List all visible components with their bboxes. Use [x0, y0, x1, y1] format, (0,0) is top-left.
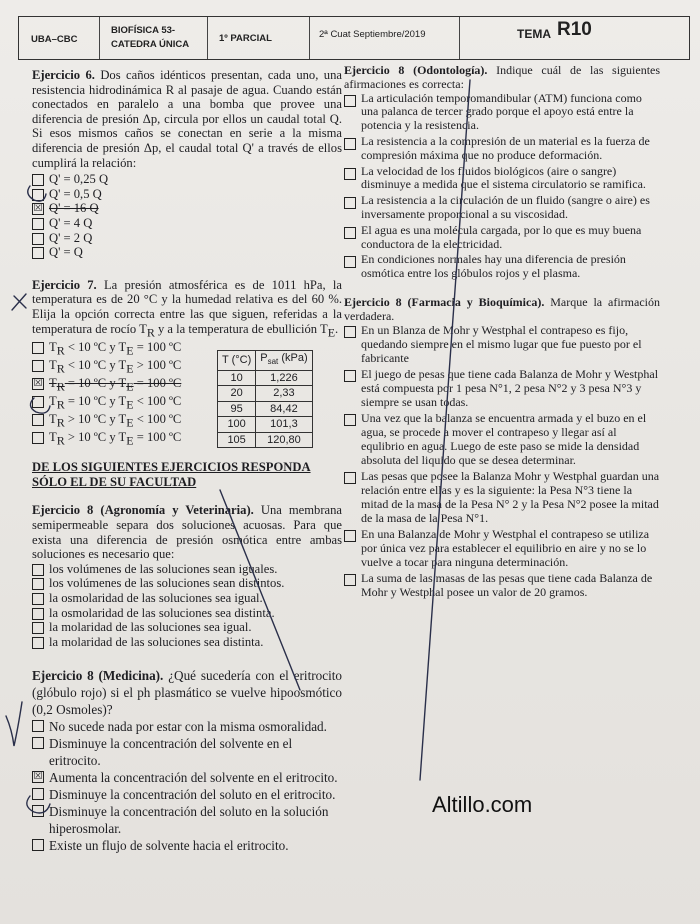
option[interactable] — [32, 803, 342, 837]
option-label: No sucede nada por estar con la misma osmoralidad. — [49, 719, 327, 735]
exercise-statement — [344, 64, 660, 92]
exercise-8-medicina — [32, 667, 342, 854]
checkbox-marked[interactable]: ☒ — [33, 771, 43, 783]
option-label: Disminuye la concentración del soluto en la solución hiperosmolar. — [49, 804, 329, 837]
checkbox[interactable] — [344, 326, 356, 338]
checkbox[interactable] — [32, 189, 44, 201]
checkbox[interactable] — [32, 360, 44, 372]
option-label: La articulación temporomandibular (ATM) funciona como una palanca de tercer grado porque el apoyo está entre la potencia y la resistencia. — [361, 90, 642, 133]
checkbox[interactable] — [344, 227, 356, 239]
table-cell: 101,3 — [256, 417, 312, 433]
option-label: $T_R > 10$ ºC y $T_E = 100$ ºC — [49, 430, 182, 448]
option-label: Disminuye la concentración del soluto en el eritrocito. — [49, 787, 336, 803]
checkbox[interactable] — [32, 737, 44, 749]
option-label: $T_R < 10$ ºC y $T_E > 100$ ºC — [49, 357, 182, 376]
checkbox[interactable] — [32, 564, 44, 576]
checkbox-marked[interactable]: ☒ — [33, 377, 43, 389]
option[interactable] — [32, 576, 342, 591]
option[interactable] — [32, 430, 202, 448]
watermark-logo: Altillo.com — [432, 792, 533, 817]
option[interactable] — [32, 635, 342, 650]
checkbox[interactable] — [32, 637, 44, 649]
option[interactable] — [32, 394, 202, 412]
checkbox[interactable] — [344, 256, 356, 268]
option-label: Existe un flujo de solvente hacia el eritrocito. — [49, 838, 289, 854]
option[interactable] — [344, 469, 660, 525]
option[interactable] — [32, 412, 202, 430]
checkbox[interactable] — [344, 472, 356, 484]
option[interactable] — [344, 224, 660, 252]
exam-header — [18, 16, 690, 60]
option-label: Q' = Q — [49, 245, 83, 260]
checkbox[interactable] — [32, 805, 44, 817]
exercise-text: . — [335, 321, 339, 336]
option[interactable] — [32, 562, 342, 577]
header-catedra: CATEDRA ÚNICA — [111, 39, 190, 50]
checkbox[interactable] — [32, 608, 44, 620]
option[interactable] — [32, 231, 342, 246]
header-tema-label: TEMA — [517, 27, 551, 41]
option[interactable] — [32, 340, 202, 358]
exercise-statement — [32, 667, 342, 718]
option[interactable] — [344, 92, 660, 133]
table-cell: 2,33 — [256, 386, 312, 402]
option[interactable] — [32, 216, 342, 231]
option-label: La suma de las masas de las pesas que tiene cada Balanza de Mohr y Westphal posee un valor de 20 gramos. — [361, 570, 653, 599]
checkbox[interactable] — [32, 174, 44, 186]
exercise-statement — [344, 295, 660, 323]
checkbox[interactable] — [32, 720, 44, 732]
option[interactable] — [344, 135, 660, 163]
checkbox[interactable] — [344, 138, 356, 150]
exercise-statement — [32, 503, 342, 561]
exercise-6 — [32, 68, 342, 260]
option-label: En condiciones normales hay una diferencia de presión osmótica entre los glóbulos rojos y el plasma. — [361, 252, 626, 281]
pen-check-mark — [6, 702, 22, 746]
option-label: En un Blanza de Mohr y Westphal el contrapeso es fijo, quedando siempre en el mismo lugar que fue puesto por el fabricante — [361, 322, 642, 365]
checkbox[interactable] — [32, 788, 44, 800]
pen-cross-mark — [12, 294, 26, 310]
option-label: La velocidad de los fluidos biológicos (aire o sangre) disminuye a medida que el sistema circulatorio se ramifica. — [361, 163, 646, 192]
checkbox[interactable] — [32, 396, 44, 408]
table-row — [218, 370, 313, 386]
exercise-7-options — [32, 340, 202, 449]
option-label: los volúmenes de las soluciones sean iguales. — [49, 561, 278, 576]
option-label: la molaridad de las soluciones sea distinta. — [49, 634, 264, 649]
option[interactable] — [32, 591, 342, 606]
option-label: $T_R > 10$ ºC y $T_E < 100$ ºC — [49, 412, 182, 430]
table-header: $P_{sat}$ (kPa) — [256, 350, 312, 370]
exercise-text: La presión atmosférica es de 1011 hPa, la temperatura es de 20 °C y la humedad relativa es del 60 %. Elija la opción correcta entre las que siguen, referidas a la temperatura de rocío T — [32, 277, 342, 336]
exercise-7 — [32, 278, 342, 449]
option[interactable] — [344, 571, 660, 599]
exercise-text: Indique cuál de las siguientes afirmaciones es correcta: — [344, 63, 661, 91]
table-cell: 10 — [218, 370, 256, 386]
subscript: R — [146, 325, 155, 340]
option-label: Las pesas que posee la Balanza Mohr y Westphal guardan una relación entre ellas y es la siguiente: la Pesa N°3 tiene la mitad de la masa de la Pesa N° 2 y la Pesa N°2 posee la mitad de la masa de la Pesa N°1. — [361, 468, 660, 525]
checkbox[interactable] — [32, 218, 44, 230]
checkbox[interactable] — [32, 233, 44, 245]
exercise-8-odontologia — [344, 64, 660, 281]
table-cell: 20 — [218, 386, 256, 402]
table-row — [218, 386, 313, 402]
option[interactable] — [32, 172, 342, 187]
table-cell: 84,42 — [256, 401, 312, 417]
checkbox[interactable] — [32, 414, 44, 426]
table-cell: 105 — [218, 432, 256, 448]
header-university: UBA–CBC — [31, 34, 78, 45]
checkbox[interactable] — [344, 530, 356, 542]
option[interactable] — [32, 606, 342, 621]
header-tema-value: R10 — [557, 19, 592, 40]
option-label: El agua es una molécula cargada, por lo que es muy buena conductora de la electricidad. — [361, 222, 642, 251]
option[interactable] — [32, 187, 342, 202]
header-subject: BIOFÍSICA 53- — [111, 25, 176, 36]
checkbox[interactable] — [32, 432, 44, 444]
checkbox[interactable] — [32, 593, 44, 605]
option[interactable] — [344, 367, 660, 409]
option[interactable] — [32, 735, 342, 769]
exercise-8-farmacia — [344, 295, 660, 599]
table-cell: 1,226 — [256, 370, 312, 386]
option-label: los volúmenes de las soluciones sean distintos. — [49, 576, 285, 591]
option-label: Una vez que la balanza se encuentra armada y el buzo en el agua, se procede a mover el contrapeso y llegar así al equlibrio en agua. Luego de este paso se mide la densidad absoluta del liquido que se desea determinar. — [361, 410, 647, 467]
table-cell: 100 — [218, 417, 256, 433]
right-column — [344, 64, 660, 611]
option-label: Q' = 0,25 Q — [49, 172, 109, 187]
table-header-row — [218, 350, 313, 370]
checkbox[interactable] — [32, 342, 44, 354]
table-cell: 95 — [218, 401, 256, 417]
left-column — [32, 68, 342, 866]
option[interactable] — [32, 245, 342, 260]
header-term: 2ª Cuat Septiembre/2019 — [319, 29, 426, 40]
checkbox[interactable] — [32, 247, 44, 259]
option-label: $T_R = 10$ ºC y $T_E = 100$ ºC — [49, 375, 182, 394]
checkbox[interactable] — [344, 574, 356, 586]
exercise-title: Ejercicio 8 (Farmacia y Bioquímica). — [344, 294, 545, 309]
option-label: La resistencia a la circulación de un fluido (sangre o aire) es inversamente proporcional a su viscosidad. — [361, 193, 650, 221]
option-label: la osmolaridad de las soluciones sea distinta. — [49, 605, 275, 620]
exercise-text: Dos caños idénticos presentan, cada uno, una resistencia hidrodinámica R al pasaje de agua. Cuando están conectados en paralelo a una bomba que provee una diferencia de presión Δp, circula por ellos un caudal total Q. Si esos mismos caños se conectan en serie a la misma diferencia de presión Δp, el caudal total Q' a través de ellos cumplirá la relación: — [32, 68, 342, 170]
exercise-text: Marque la afirmación verdadera. — [344, 294, 661, 323]
table-row — [218, 432, 313, 448]
option-label: Q' = 2 Q — [49, 230, 93, 245]
option-label: En una Balanza de Mohr y Westphal el contrapeso se utiliza por única vez para establecer el equilibrio en aire y no se lo vuelve a tocar para ninguna determinación. — [361, 526, 650, 569]
checkbox[interactable] — [344, 95, 356, 107]
vapor-pressure-table — [217, 350, 313, 449]
checkbox[interactable] — [344, 197, 356, 209]
exercise-title: Ejercicio 8 (Odontología). — [344, 63, 488, 77]
option[interactable] — [344, 527, 660, 569]
checkbox[interactable] — [344, 168, 356, 180]
exercise-title: Ejercicio 7. — [32, 277, 97, 292]
checkbox[interactable] — [344, 370, 356, 382]
option-label: El juego de pesas que tiene cada Balanza de Mohr y Westphal está compuesta por 1 pesa N°1, 2 pesa N°2 y 3 pesa N°3 y siempre se usan todas. — [361, 366, 659, 409]
option-label: $T_R < 10$ ºC y $T_E = 100$ ºC — [49, 339, 182, 358]
option[interactable] — [344, 165, 660, 193]
checkbox-marked[interactable]: ☒ — [33, 203, 43, 215]
option[interactable] — [32, 786, 342, 803]
exercise-text: y a la temperatura de ebullición T — [154, 321, 328, 336]
header-exam: 1º PARCIAL — [219, 33, 272, 44]
header-divider — [309, 17, 310, 59]
option[interactable] — [32, 718, 342, 735]
option-label: La resistencia a la compresión de un material es la fuerza de compresión máxima que no produce deformación. — [361, 133, 650, 162]
option[interactable] — [32, 358, 202, 376]
header-divider — [99, 17, 100, 59]
option-label: Aumenta la concentración del solvente en el eritrocito. — [49, 770, 338, 786]
option[interactable] — [32, 376, 202, 394]
checkbox[interactable] — [32, 839, 44, 851]
option[interactable] — [344, 253, 660, 281]
option-label: la molaridad de las soluciones sea igual. — [49, 620, 252, 635]
checkbox[interactable] — [32, 622, 44, 634]
checkbox[interactable] — [32, 578, 44, 590]
exercise-7-statement — [32, 278, 342, 340]
option[interactable] — [32, 837, 342, 854]
option[interactable] — [32, 769, 342, 786]
exercise-text: Una membrana semipermeable separa dos soluciones acuosas. Para que exista una diferencia de presión osmótica entre ambas soluciones es necesario que: — [32, 503, 343, 562]
option[interactable] — [32, 201, 342, 216]
exercise-title: Ejercicio 6. — [32, 68, 95, 82]
option[interactable] — [32, 620, 342, 635]
section-heading: DE LOS SIGUIENTES EJERCICIOS RESPONDA SÓLO EL DE SU FACULTAD — [32, 460, 311, 489]
exercise-6-statement — [32, 68, 342, 170]
exercise-8-agronomia — [32, 503, 342, 649]
option[interactable] — [344, 323, 660, 365]
option-label: Q' = 16 Q — [49, 201, 99, 216]
option[interactable] — [344, 411, 660, 467]
exercise-title: Ejercicio 8 (Agronomía y Veterinaria). — [32, 503, 254, 518]
option-label: Disminuye la concentración del solvente en el eritrocito. — [49, 736, 293, 769]
header-divider — [459, 17, 460, 59]
table-header: T (°C) — [218, 350, 256, 370]
exercise-text: ¿Qué sucedería con el eritrocito (glóbulo rojo) si el ph plasmático se vuelve hipoosmótico (0,2 Osmoles)? — [32, 668, 342, 718]
table-row — [218, 417, 313, 433]
option[interactable] — [344, 194, 660, 222]
option-label: Q' = 4 Q — [49, 215, 93, 230]
option-label: la osmolaridad de las soluciones sea igual. — [49, 591, 263, 606]
option-label: $T_R = 10$ ºC y $T_E < 100$ ºC — [49, 393, 182, 412]
exercise-title: Ejercicio 8 (Medicina). — [32, 668, 164, 684]
header-divider — [207, 17, 208, 59]
option-label: Q' = 0,5 Q — [49, 186, 102, 201]
subscript: E — [327, 325, 336, 340]
checkbox[interactable] — [344, 414, 356, 426]
table-cell: 120,80 — [256, 432, 312, 448]
table-row — [218, 401, 313, 417]
